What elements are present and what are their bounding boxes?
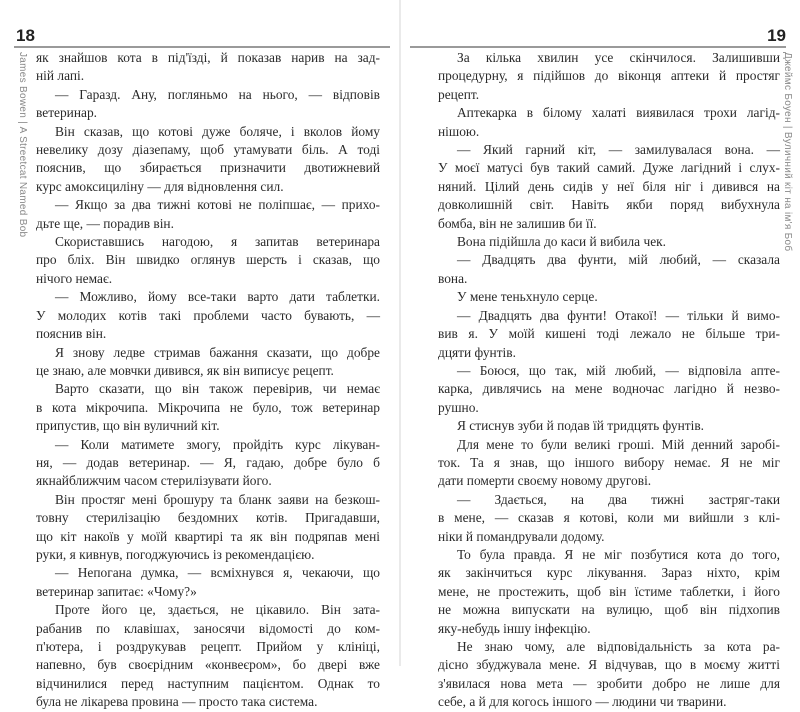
text-line: напевно, був своєрідним «конвеєром», бо дверi вже [36, 657, 380, 673]
text-line: — Який гарний кіт, — замилувалася вона. — [457, 142, 780, 158]
text-line: ток. Та я знав, що іншого вибору немає. Я не міг [438, 454, 780, 470]
text-line: нішою. [438, 123, 480, 139]
text-line: Я стиснув зуби й подав їй тридцять фунтів. [457, 418, 704, 434]
text-line: — Здається, на два тижні застряг-таки [457, 491, 780, 507]
text-line: У моєї матусі був такий самий. Дуже лагідний і слух- [438, 160, 780, 176]
text-line: відчинилися перед наступним пацієнтом. Однак то [36, 675, 380, 691]
text-line: карка, дивлячись на мене водночас лагідно й незво- [438, 381, 780, 397]
text-line: себе, а й для когось іншого — людини чи тварини. [438, 694, 727, 710]
text-line: в мене, — сказав я котові, коли ми вийшли з клі- [438, 510, 780, 526]
text-line: що кіт накоїв у моїй квартирі та як він подряпав мені [36, 528, 380, 544]
text-line: — Непогана думка, — всміхнувся я, чекаючи, що [55, 565, 380, 581]
text-line: рецепт. [438, 86, 480, 102]
text-line: Вона підійшла до каси й вибила чек. [457, 234, 666, 250]
text-line: Він сказав, що котові дуже боляче, і вколов йому [55, 123, 380, 139]
text-line: якнайближчим часом стерилізувати його. [36, 473, 272, 489]
text-line: ветеринар. [36, 105, 97, 121]
text-line: У молодих котів такі проблеми часто бувають, — [36, 307, 380, 323]
text-line: невелику дозу діазепаму, щоб утамувати біль. А тоді [36, 142, 380, 158]
page-number: 19 [767, 26, 786, 45]
text-line: Варто сказати, що він також перевірив, чи немає [55, 381, 380, 397]
text-line: товну стерилізацію бездомних котів. Пригадавши, [36, 510, 380, 526]
left-page [0, 0, 400, 710]
text-line: няний. Цілий день сидів у неї біля ніг і дивився на [438, 178, 780, 194]
text-line: не можна випускати на вулицю, щоб він підхопив [438, 602, 780, 618]
running-head: James Bowen | A Streetcat Named Bob [17, 52, 28, 238]
text-line: припустив, що він вуличний кіт. [36, 418, 220, 434]
text-line: вона. [438, 270, 468, 286]
text-line: — Коли матимете змогу, пройдіть курс лікуван- [55, 436, 380, 452]
text-line: як знайшов кота в під'їзді, й показав нарив на зад- [36, 50, 380, 65]
text-line: То була правда. Я не міг позбутися кота до того, [457, 546, 780, 562]
text-line: рабанив по клавішах, заносячи відомості до ком- [36, 620, 380, 636]
running-head: Джеймс Боуен | Вуличний кіт на ім'я Боб [782, 52, 793, 252]
text-line: про бліх. Він швидко оглянув шерсть і сказав, що [36, 252, 380, 268]
page-number: 18 [16, 26, 35, 45]
text-line: вив я. У моїй кишені тоді лежало не більше три- [438, 326, 780, 342]
text-line: ній лапі. [36, 68, 85, 84]
text-line: п'ютера, і роздрукував рецепт. Прийом у клініці, [36, 639, 380, 654]
text-line: в кота мікрочипа. Мікрочипа не було, тож ветеринар [36, 399, 380, 415]
header-rule [14, 46, 390, 48]
text-line: ветеринар запитає: «Чому?» [36, 583, 197, 599]
text-line: руки, я кивнув, погоджуючись із рекомендацією. [36, 546, 315, 562]
text-line: нічого немає. [36, 270, 113, 286]
text-line: була не лікарева провина — просто така система. [36, 694, 318, 710]
text-line: з'явилася нова мета — зробити добро не лише для [438, 675, 780, 691]
text-line: пояснив він. [36, 326, 107, 342]
text-line: ніки й помандрували додому. [438, 528, 605, 544]
text-line: довколишній світ. Навіть якби поряд вибухнула [438, 197, 780, 213]
text-line: бомба, він не залишив би її. [438, 215, 597, 231]
text-line: дьте ще, — порадив він. [36, 215, 174, 231]
text-line: Проте його це, здається, не цікавило. Він затa- [55, 602, 380, 618]
text-line: — Гаразд. Ану, погляньмо на нього, — відповів [55, 86, 380, 102]
body-text [438, 49, 780, 712]
text-line: Скориставшись нагодою, я запитав ветеринара [55, 234, 380, 250]
text-line: Я знову ледве стримав бажання сказати, що добре [55, 344, 380, 360]
text-line: Для мене то були великі гроші. Мій денний заробі- [457, 436, 780, 452]
text-line: За кілька хвилин усе скінчилося. Залишивши [457, 50, 780, 65]
text-line: процедурну, я підійшов до віконця аптеки й простяг [438, 68, 780, 84]
text-line: — Можливо, йому все-таки варто дати таблетки. [55, 289, 380, 305]
text-line: мене, не простежить, щоб він їстиме таблетки, і його [438, 583, 780, 599]
text-line: як закінчиться курс лікування. Зараз ніхто, крім [438, 565, 780, 581]
body-text [36, 49, 380, 712]
text-line: ня, — додав ветеринар. — Я, гадаю, добре було б [36, 454, 380, 470]
header-rule [410, 46, 786, 48]
right-page [400, 0, 800, 710]
text-line: Він простяг мені брошуру та бланк заяви на безкош- [55, 491, 380, 507]
text-line: — Якщо за два тижні котові не поліпшає, — прихо- [55, 197, 380, 213]
text-line: Аптекарка в білому халаті виявилася трохи лагід- [457, 105, 780, 121]
text-line: У мене теньхнуло серце. [457, 289, 598, 305]
text-line: дісно збуджувала мене. Я відчував, що в моєму житті [438, 657, 780, 673]
text-line: яку-небудь іншу інфекцію. [438, 620, 591, 636]
text-line: це знаю, але мовчки дивився, як він виписує рецепт. [36, 362, 334, 378]
text-line: дати померти своєму новому другові. [438, 473, 652, 489]
text-line: — Двадцять два фунти, мій любий, — сказала [457, 252, 780, 268]
text-line: — Боюся, що так, мій любий, — відповіла апте- [457, 362, 780, 378]
text-line: — Двадцять два фунти! Отакої! — тільки й вимо- [457, 307, 780, 323]
text-line: курс амоксициліну — для відновлення сил. [36, 178, 284, 194]
text-line: Не знаю чому, але відповідальність за кота ра- [457, 639, 780, 654]
text-line: рушно. [438, 399, 479, 415]
text-line: дцяти фунтів. [438, 344, 516, 360]
text-line: пояснив, що збирається призначити двотижневий [36, 160, 380, 176]
